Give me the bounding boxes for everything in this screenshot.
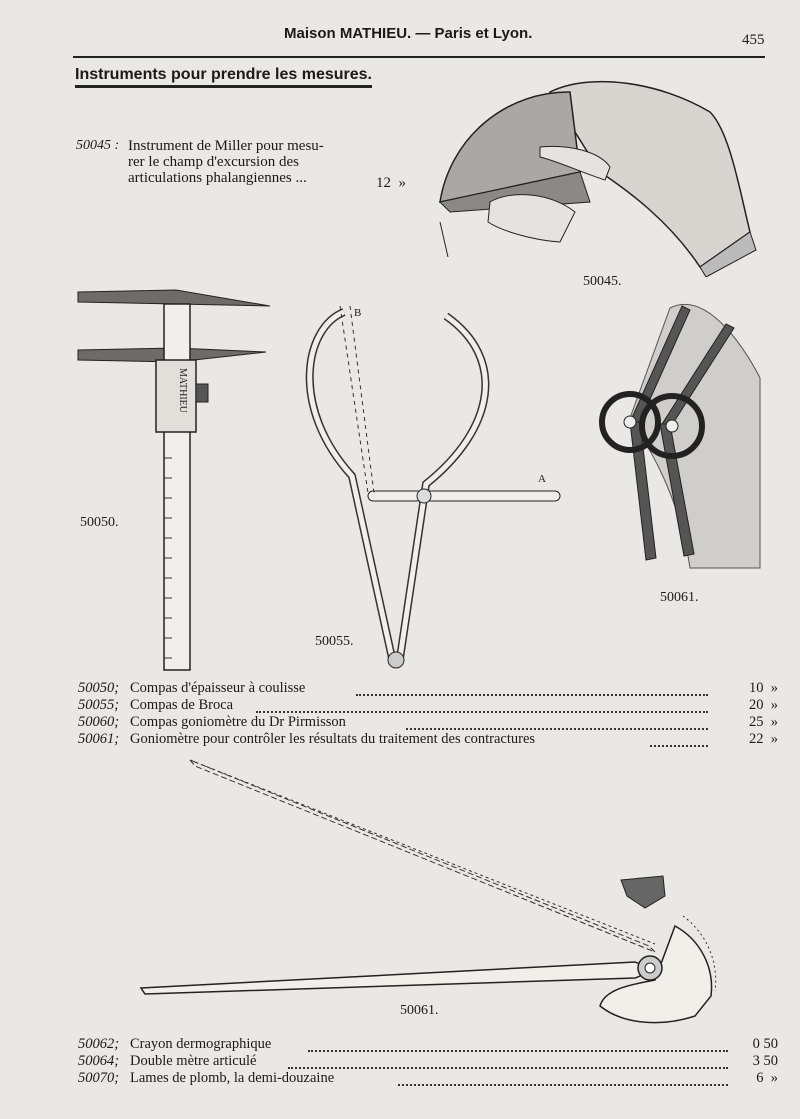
dot-leader	[308, 1038, 728, 1052]
dot-leader	[256, 699, 708, 713]
item-number: 50055;	[78, 697, 120, 713]
sliding-caliper-illustration	[76, 288, 272, 676]
entry-line-3: articulations phalangiennes ...	[128, 170, 307, 186]
item-description: Lames de plomb, la demi-douzaine	[130, 1070, 335, 1086]
list-item	[78, 714, 778, 730]
item-description: Compas de Broca	[130, 697, 234, 713]
figure-label-50045: 50045.	[583, 274, 622, 289]
broca-compass-illustration	[296, 298, 566, 674]
page-header-title: Maison MATHIEU. — Paris et Lyon.	[284, 25, 533, 42]
item-description: Goniomètre pour contrôler les résultats du traitement des contractures	[130, 731, 536, 747]
list-item	[78, 1053, 778, 1069]
item-number: 50070;	[78, 1070, 120, 1086]
item-price: 3 50	[752, 1053, 778, 1069]
figure-label-50055: 50055.	[315, 634, 354, 649]
item-price: 10 »	[749, 680, 778, 696]
figure-label-50050: 50050.	[80, 515, 119, 530]
dot-leader	[650, 733, 708, 747]
item-description: Compas d'épaisseur à coulisse	[130, 680, 306, 696]
item-description: Crayon dermographique	[130, 1036, 272, 1052]
list-item	[78, 731, 778, 747]
item-number: 50061;	[78, 731, 120, 747]
entry-line-2: rer le champ d'excursion des	[128, 154, 299, 170]
item-number: 50060;	[78, 714, 120, 730]
item-number: 50064;	[78, 1053, 120, 1069]
item-description: Compas goniomètre du Dr Pirmisson	[130, 714, 346, 730]
price-list-2	[78, 1036, 778, 1100]
list-item	[78, 697, 778, 713]
dot-leader	[356, 682, 708, 696]
item-number: 50062;	[78, 1036, 120, 1052]
letter-b: B	[354, 307, 362, 319]
item-price: 22 »	[749, 731, 778, 747]
price-list-1	[78, 680, 778, 747]
entry-number-50045: 50045 :	[76, 138, 120, 153]
dot-leader	[406, 716, 708, 730]
header-rule	[73, 56, 765, 58]
caliper-brand-text: MATHIEU	[177, 368, 188, 413]
item-price: 6 »	[756, 1070, 778, 1086]
item-number: 50050;	[78, 680, 120, 696]
miller-instrument-illustration	[430, 72, 760, 277]
section-title: Instruments pour prendre les mesures.	[75, 66, 372, 88]
item-price: 25 »	[749, 714, 778, 730]
entry-line-1: Instrument de Miller pour mesu-	[128, 138, 324, 154]
list-item	[78, 680, 778, 696]
item-price: 20 »	[749, 697, 778, 713]
dot-leader	[398, 1072, 728, 1086]
figure-label-50061-bottom: 50061.	[400, 1003, 439, 1018]
dot-leader	[288, 1055, 728, 1069]
list-item	[78, 1070, 778, 1086]
entry-price: 12 »	[376, 175, 406, 191]
item-description: Double mètre articulé	[130, 1053, 257, 1069]
large-goniometer-illustration	[135, 756, 725, 1036]
item-price: 0 50	[752, 1036, 778, 1052]
list-item	[78, 1036, 778, 1052]
knee-goniometer-illustration	[590, 298, 766, 578]
figure-label-50061-top: 50061.	[660, 590, 699, 605]
page-number: 455	[742, 32, 765, 48]
letter-a: A	[538, 473, 546, 485]
